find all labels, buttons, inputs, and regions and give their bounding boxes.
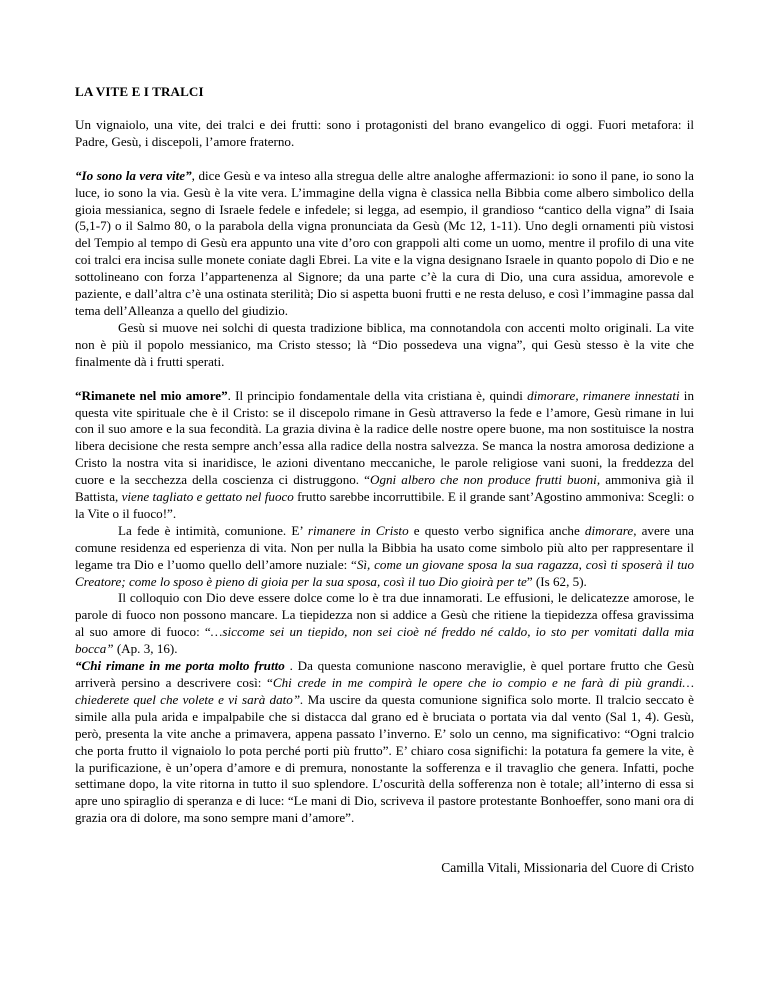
section3-text: . Da questa comunione nascono meraviglie, è quel portare frutto che Gesù arriverà persino a descrivere così: “ xyxy=(75,658,694,690)
section2-paragraph-2 xyxy=(75,523,694,591)
section2-text: ” (Is 62, 5). xyxy=(526,573,587,589)
section3-paragraph xyxy=(75,658,694,827)
section1-quote: “Io sono la vera vite” xyxy=(75,167,192,183)
section2-italic: …siccome sei un tiepido, non sei cioè né freddo né caldo, io sto per vomitati dalla mia bocca” xyxy=(75,624,694,657)
document-title: LA VITE E I TRALCI xyxy=(75,84,204,99)
section2-text: . Il principio fondamentale della vita cristiana è, quindi xyxy=(227,387,528,403)
section2-text: e questo verbo significa anche xyxy=(408,522,585,538)
section1-paragraph xyxy=(75,168,694,320)
section2-italic: Ogni albero che non produce frutti buoni, xyxy=(370,472,601,488)
section2-italic: dimorare xyxy=(584,522,634,538)
section3-italic: Chi crede in me compirà le opere che io compio e ne farà di più grandi…chiederete quel che volete e vi sarà dato”. xyxy=(75,675,694,707)
section2-text: in questa vite spirituale che è il Cristo: se il discepolo rimane in Gesù attraverso la fede e l’amore, Gesù rimane in lui con il suo amore e la sua fecondità. La grazia divina è la radice delle nostre opere buone, ma non sostituisce la nostra libera decisione che resta sempre anch’essa alla radice della nostra salvezza. Se manca la nostra amorosa dedizione a Cristo la nostra vita si inaridisce, le azioni diventano meccaniche, le parole religiose vani suoni, la freddezza del cuore e la secchezza della coscienza ci distruggono. “ xyxy=(75,387,694,488)
section2-italic: dimorare, rimanere innestati xyxy=(527,387,680,403)
section2-text: La fede è intimità, comunione. E’ xyxy=(118,522,308,538)
section2-text: (Ap. 3, 16). xyxy=(113,641,178,657)
intro-paragraph: Un vignaiolo, una vite, dei tralci e dei frutti: sono i protagonisti del brano evangelico di oggi. Fuori metafora: il Padre, Gesù, i discepoli, l’amore fraterno. xyxy=(75,116,694,149)
document-body xyxy=(75,84,694,877)
section2-text: ammoniva già il Battista, xyxy=(75,472,694,505)
section2-italic: viene tagliato e gettato nel fuoco xyxy=(121,489,294,505)
section1-text: , dice Gesù e va inteso alla stregua delle altre analoghe affermazioni: io sono il pane, io sono la luce, io sono la via. Gesù è la vite vera. L’immagine della vigna è classica nella Bibbia come albero simbolico della gioia messianica, segno di Israele fedele e infedele; si legga, ad esempio, il grandioso “cantico della vigna” di Isaia (5,1-7) o il Salmo 80, o la parabola della vigna pronunciata da Gesù (Mc 12, 1-11). Uno degli ornamenti più vistosi del Tempio al tempo di Gesù era appunto una vite d’oro con grappoli alti come un uomo, mentre il profilo di una vite coi tralci era incisa sulle monete coniate dagli Ebrei. La vite e la vigna designano Israele in quanto popolo di Dio e ne sottolineano con forza l’appartenenza al Signore; da una parte c’è la cura di Dio, una cura assidua, amorevole e paziente, e dall’altra c’è una ostinata sterilità; Dio si aspetta buoni frutti e ne resta deluso, e così l’immagine passa dal tema dell’Alleanza a quello del giudizio. xyxy=(75,167,694,318)
section3-quote: “Chi rimane in me porta molto frutto xyxy=(75,658,285,674)
section3-text: Ma uscire da questa comunione significa solo morte. Il tralcio seccato è simile alla pula arida e impalpabile che si distacca dal grano ed è bruciata o portata via dal vento (Sal 1, 4). Gesù, però, presenta la vite anche a primavera, appena passato l’inverno. E’ solo un cenno, ma significativo: “Ogni tralcio che porta frutto il vignaiolo lo pota perché porti più frutto”. E’ chiaro cosa significhi: la potatura fa gemere la vite, è la purificazione, è un’opera d’amore e di premura, nonostante la sofferenza e il travaglio che genera. Infatti, poche settimane dopo, la vite ritorna in tutto il suo splendore. L’oscurità della sofferenza non è totale; all’interno di essa si apre uno spiraglio di speranza e di luce: “Le mani di Dio, scriveva il pastore protestante Bonhoeffer, sono mani ora di grazia ora di dolore, ma sono sempre mani d’amore”. xyxy=(75,691,694,826)
section2-text: Il colloquio con Dio deve essere dolce come lo è tra due innamorati. Le effusioni, le delicatezze amorose, le parole di fuoco non possono mancare. La tiepidezza non si addice a Gesù che ritiene la tiepidezza offesa gravissima al suo amore di fuoco: “ xyxy=(75,590,694,640)
section2-paragraph xyxy=(75,388,694,523)
section2-italic: rimanere in Cristo xyxy=(307,522,409,538)
section2-text: frutto sarebbe incorruttibile. E il grande sant’Agostino ammoniva: Scegli: o la Vite o il fuoco!”. xyxy=(75,489,694,521)
section1-paragraph-2: Gesù si muove nei solchi di questa tradizione biblica, ma connotandola con accenti molto originali. La vite non è più il popolo messianico, ma Cristo stesso; là “Dio possedeva una vigna”, qui Gesù stesso è la vite che finalmente dà i frutti sperati. xyxy=(75,319,694,369)
section2-paragraph-3 xyxy=(75,590,694,658)
section2-quote: “Rimanete nel mio amore” xyxy=(75,387,228,403)
section2-text: , avere una comune residenza ed esperienza di vita. Non per nulla la Bibbia ha usato come simbolo più alto per rappresentare il legame tra Dio e l’uomo quello dell’amore nuziale: “ xyxy=(75,522,694,572)
signature: Camilla Vitali, Missionaria del Cuore di Cristo xyxy=(441,860,694,876)
section2-italic: Sì, come un giovane sposa la sua ragazza, così ti sposerà il tuo Creatore; come lo sposo è pieno di gioia per la sua sposa, così il tuo Dio gioirà per te xyxy=(75,556,694,589)
